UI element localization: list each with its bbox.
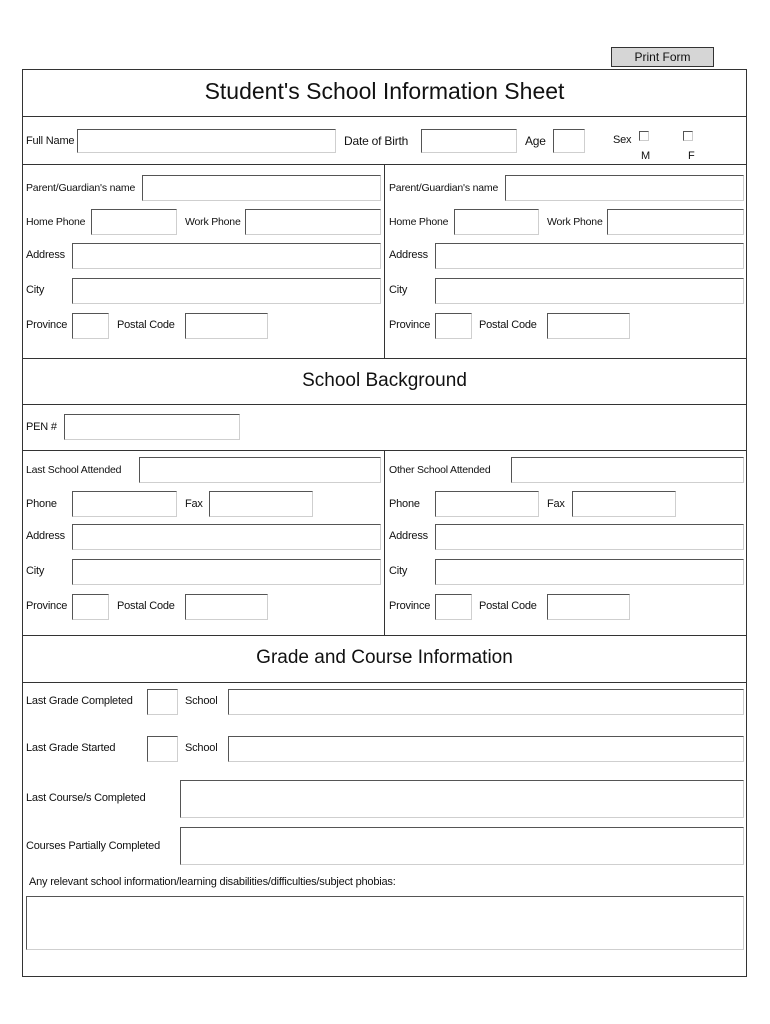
divider [22,404,747,405]
column-divider [384,164,385,358]
relevant-info-field[interactable] [26,896,744,950]
school-left-city-field[interactable] [72,559,381,585]
school-left-fax-field[interactable] [209,491,313,517]
guardian-right-postal-field[interactable] [547,313,630,339]
other-school-field[interactable] [511,457,744,483]
pen-field[interactable] [64,414,240,440]
other-school-label: Other School Attended [389,464,491,476]
dob-label: Date of Birth [344,134,409,148]
school-right-address-label: Address [389,530,428,542]
guardian-right-province-field[interactable] [435,313,472,339]
school-left-phone-field[interactable] [72,491,177,517]
school-right-city-label: City [389,565,408,577]
school-right-postal-label: Postal Code [479,600,537,612]
school-2-field[interactable] [228,736,744,762]
school-background-heading: School Background [302,370,467,391]
column-divider [384,450,385,635]
school-right-fax-label: Fax [547,498,565,510]
guardian-right-city-label: City [389,284,408,296]
school-right-phone-field[interactable] [435,491,539,517]
last-grade-started-label: Last Grade Started [26,742,116,754]
school-left-address-field[interactable] [72,524,381,550]
courses-partial-label: Courses Partially Completed [26,840,160,852]
guardian-left-postal-field[interactable] [185,313,268,339]
sex-male-label: M [641,150,650,162]
guardian-left-province-label: Province [26,319,68,331]
courses-partial-field[interactable] [180,827,744,865]
last-school-label: Last School Attended [26,464,122,476]
school-right-province-label: Province [389,600,431,612]
relevant-info-label: Any relevant school information/learning disabilities/difficulties/subject phobias: [29,876,396,888]
last-grade-completed-label: Last Grade Completed [26,695,133,707]
guardian-left-work-phone-label: Work Phone [185,216,241,228]
guardian-left-home-phone-field[interactable] [91,209,177,235]
guardian-left-name-label: Parent/Guardian's name [26,182,136,194]
sex-label: Sex [613,134,632,146]
sex-female-checkbox[interactable] [683,131,693,141]
grade-course-heading: Grade and Course Information [256,647,513,668]
guardian-left-name-field[interactable] [142,175,381,201]
guardian-right-work-phone-label: Work Phone [547,216,603,228]
guardian-right-home-phone-field[interactable] [454,209,539,235]
school-left-city-label: City [26,565,45,577]
school-left-province-label: Province [26,600,68,612]
school-left-fax-label: Fax [185,498,203,510]
guardian-left-address-label: Address [26,249,65,261]
guardian-left-city-field[interactable] [72,278,381,304]
dob-field[interactable] [421,129,517,153]
school-left-province-field[interactable] [72,594,109,620]
sex-male-checkbox[interactable] [639,131,649,141]
full-name-field[interactable] [77,129,336,153]
last-grade-completed-field[interactable] [147,689,178,715]
school-right-address-field[interactable] [435,524,744,550]
last-school-field[interactable] [139,457,381,483]
guardian-right-home-phone-label: Home Phone [389,216,449,228]
school-right-postal-field[interactable] [547,594,630,620]
school-right-phone-label: Phone [389,498,420,510]
guardian-right-address-field[interactable] [435,243,744,269]
school-right-fax-field[interactable] [572,491,676,517]
page-title: Student's School Information Sheet [204,78,565,104]
guardian-right-work-phone-field[interactable] [607,209,744,235]
age-label: Age [525,134,546,148]
divider [22,682,747,683]
school-left-address-label: Address [26,530,65,542]
age-field[interactable] [553,129,585,153]
last-grade-started-field[interactable] [147,736,178,762]
divider [22,358,747,359]
pen-label: PEN # [26,421,57,433]
guardian-right-province-label: Province [389,319,431,331]
guardian-left-province-field[interactable] [72,313,109,339]
guardian-right-name-label: Parent/Guardian's name [389,182,499,194]
school-left-phone-label: Phone [26,498,57,510]
school-left-postal-label: Postal Code [117,600,175,612]
school-2-label: School [185,742,218,754]
sex-female-label: F [688,150,695,162]
guardian-left-address-field[interactable] [72,243,381,269]
guardian-right-name-field[interactable] [505,175,744,201]
school-left-postal-field[interactable] [185,594,268,620]
guardian-left-city-label: City [26,284,45,296]
divider [22,116,747,117]
print-form-button[interactable]: Print Form [611,47,714,67]
last-courses-completed-label: Last Course/s Completed [26,792,146,804]
divider [22,635,747,636]
school-right-province-field[interactable] [435,594,472,620]
school-1-field[interactable] [228,689,744,715]
full-name-label: Full Name [26,135,75,147]
guardian-left-postal-label: Postal Code [117,319,175,331]
school-right-city-field[interactable] [435,559,744,585]
guardian-right-city-field[interactable] [435,278,744,304]
guardian-right-postal-label: Postal Code [479,319,537,331]
last-courses-completed-field[interactable] [180,780,744,818]
school-1-label: School [185,695,218,707]
guardian-left-home-phone-label: Home Phone [26,216,86,228]
guardian-left-work-phone-field[interactable] [245,209,381,235]
guardian-right-address-label: Address [389,249,428,261]
